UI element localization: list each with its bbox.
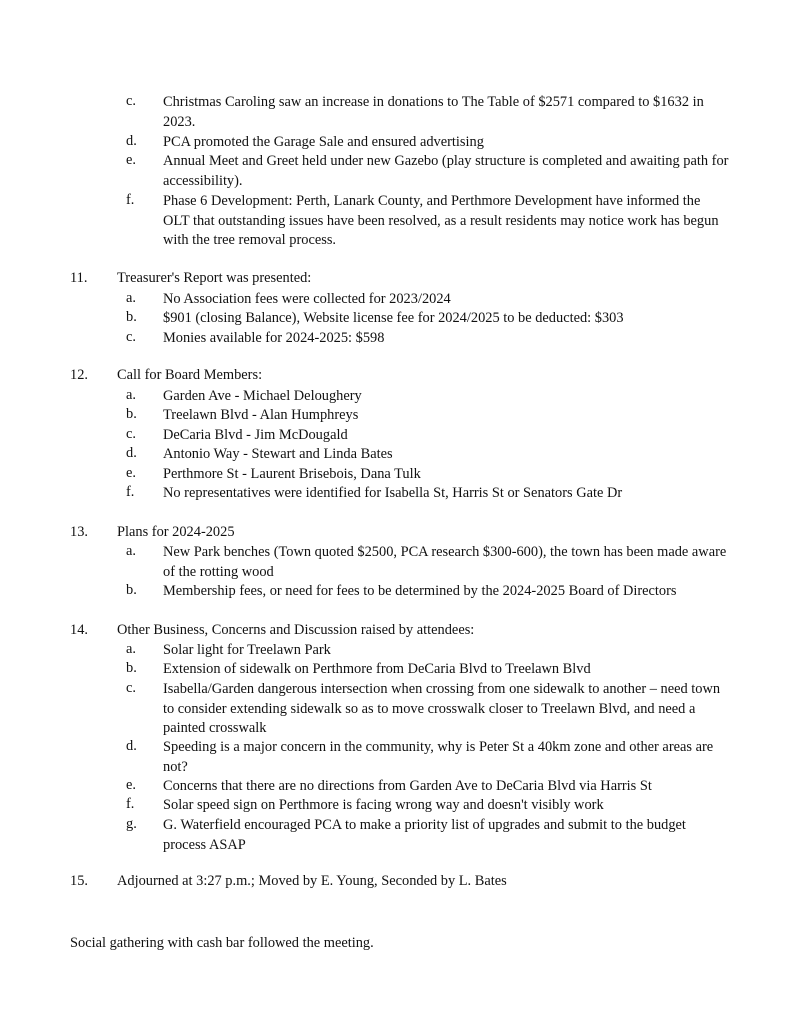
- item-text: $901 (closing Balance), Website license fee for 2024/2025 to be deducted: $303: [163, 310, 624, 326]
- item-text: Solar speed sign on Perthmore is facing wrong way and doesn't visibly work: [163, 797, 604, 813]
- item-letter: f.: [126, 484, 135, 500]
- item-letter: a.: [126, 290, 136, 306]
- item-letter: e.: [126, 152, 136, 168]
- item-text: Antonio Way - Stewart and Linda Bates: [163, 446, 393, 462]
- item-text: DeCaria Blvd - Jim McDougald: [163, 427, 348, 443]
- section-title: Other Business, Concerns and Discussion raised by attendees:: [117, 622, 475, 638]
- section-title: Adjourned at 3:27 p.m.; Moved by E. Young, Seconded by L. Bates: [117, 873, 507, 889]
- item-letter: e.: [126, 777, 136, 793]
- item-letter: c.: [126, 680, 136, 696]
- item-letter: b.: [126, 309, 137, 325]
- item-text: Annual Meet and Greet held under new Gazebo (play structure is completed and awaiting path for accessibility).: [163, 153, 729, 189]
- item-text: PCA promoted the Garage Sale and ensured advertising: [163, 134, 484, 150]
- section-13: [70, 524, 750, 604]
- item-letter: c.: [126, 329, 136, 345]
- item-text: Monies available for 2024-2025: $598: [163, 330, 385, 346]
- item-letter: b.: [126, 582, 137, 598]
- item-text: Phase 6 Development: Perth, Lanark County, and Perthmore Development have informed the OLT that outstanding issues have been resolved, as a result residents may notice work has begun with the tree removal process.: [163, 193, 719, 248]
- section-number: 15.: [70, 873, 88, 889]
- closing-note: Social gathering with cash bar followed the meeting.: [70, 935, 374, 951]
- item-text: No representatives were identified for Isabella St, Harris St or Senators Gate Dr: [163, 485, 623, 501]
- item-letter: a.: [126, 387, 136, 403]
- section-11: [70, 270, 750, 350]
- section-number: 11.: [70, 270, 88, 286]
- item-letter: d.: [126, 738, 137, 754]
- section-12: [70, 367, 750, 507]
- item-text: Solar light for Treelawn Park: [163, 642, 331, 658]
- section-number: 14.: [70, 622, 88, 638]
- item-text: Isabella/Garden dangerous intersection when crossing from one sidewalk to another – need town to consider extending sidewalk so as to move crosswalk closer to Treelawn Blvd, and need a painted crosswalk: [163, 681, 721, 736]
- item-text: Perthmore St - Laurent Brisebois, Dana Tulk: [163, 466, 421, 482]
- item-letter: d.: [126, 133, 137, 149]
- section-title: Treasurer's Report was presented:: [117, 270, 312, 286]
- item-letter: g.: [126, 816, 137, 832]
- item-letter: e.: [126, 465, 136, 481]
- section-title: Call for Board Members:: [117, 367, 263, 383]
- item-text: Speeding is a major concern in the community, why is Peter St a 40km zone and other areas are not?: [163, 739, 714, 775]
- item-text: G. Waterfield encouraged PCA to make a priority list of upgrades and submit to the budget process ASAP: [163, 817, 686, 853]
- item-letter: a.: [126, 641, 136, 657]
- item-text: Concerns that there are no directions from Garden Ave to DeCaria Blvd via Harris St: [163, 778, 652, 794]
- item-text: New Park benches (Town quoted $2500, PCA research $300-600), the town has been made aware of the rotting wood: [163, 544, 727, 580]
- item-letter: d.: [126, 445, 137, 461]
- item-letter: b.: [126, 406, 137, 422]
- section-title: Plans for 2024-2025: [117, 524, 235, 540]
- item-letter: f.: [126, 796, 135, 812]
- item-letter: a.: [126, 543, 136, 559]
- item-letter: f.: [126, 192, 135, 208]
- item-text: Membership fees, or need for fees to be determined by the 2024-2025 Board of Directors: [163, 583, 677, 599]
- item-letter: c.: [126, 93, 136, 109]
- section-14: [70, 622, 750, 862]
- item-text: Christmas Caroling saw an increase in donations to The Table of $2571 compared to $1632 in 2023.: [163, 94, 704, 130]
- section-15: [70, 873, 750, 893]
- item-text: No Association fees were collected for 2023/2024: [163, 291, 451, 307]
- item-letter: b.: [126, 660, 137, 676]
- item-text: Treelawn Blvd - Alan Humphreys: [163, 407, 359, 423]
- item-text: Extension of sidewalk on Perthmore from DeCaria Blvd to Treelawn Blvd: [163, 661, 591, 677]
- section-number: 13.: [70, 524, 88, 540]
- item-letter: c.: [126, 426, 136, 442]
- item-text: Garden Ave - Michael Deloughery: [163, 388, 362, 404]
- section-number: 12.: [70, 367, 88, 383]
- section-10-continued: [70, 93, 750, 253]
